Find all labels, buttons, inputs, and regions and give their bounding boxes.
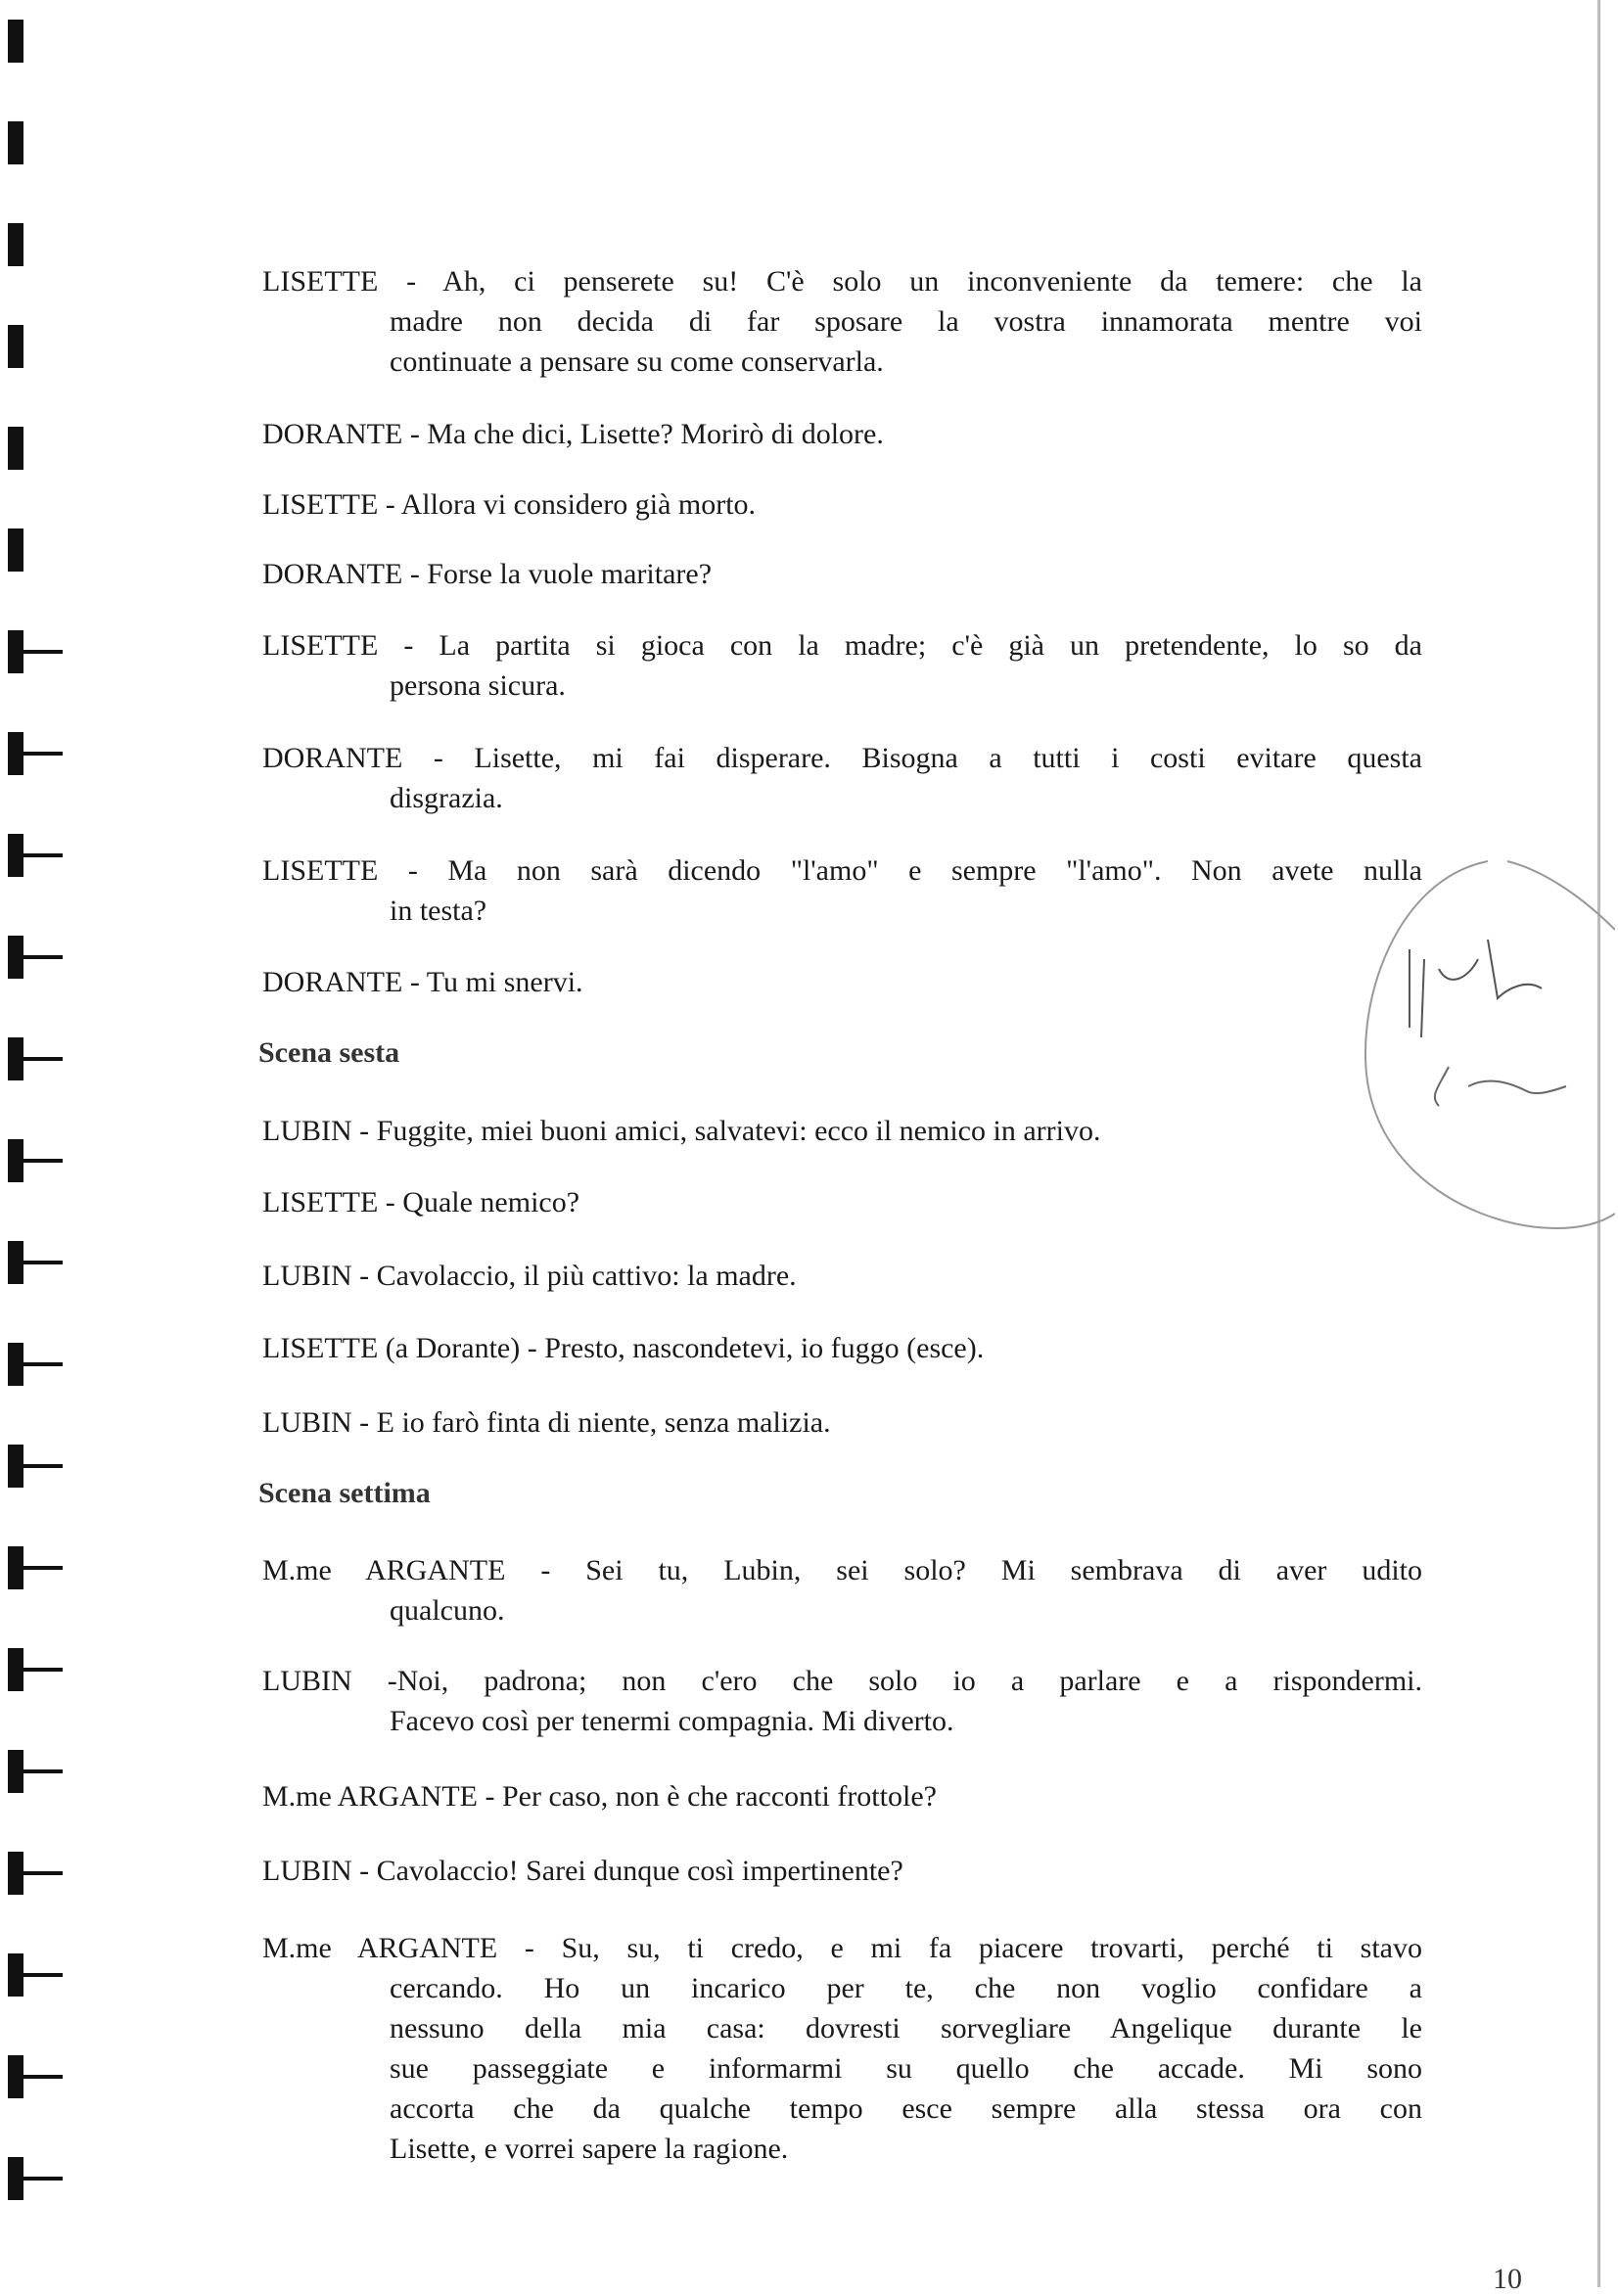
binding-hole xyxy=(8,834,23,877)
scene-heading: Scena settima xyxy=(258,1477,431,1509)
binding-hole xyxy=(8,427,23,470)
dialogue-paragraph xyxy=(262,484,1422,525)
binding-hole xyxy=(8,1648,23,1691)
text-line: LUBIN - Cavolaccio! Sarei dunque così impertinente? xyxy=(262,1855,903,1887)
text-line: LISETTE (a Dorante) - Presto, nascondetevi, io fuggo (esce). xyxy=(262,1332,985,1364)
binding-hole xyxy=(8,1241,23,1284)
text-line: LUBIN -Noi, padrona; non c'ero che solo io a parlare e a rispondermi. xyxy=(262,1665,1422,1697)
text-line: LUBIN - Fuggite, miei buoni amici, salvatevi: ecco il nemico in arrivo. xyxy=(262,1115,1101,1147)
text-line: M.me ARGANTE - Per caso, non è che racconti frottole? xyxy=(262,1780,937,1813)
binding-hole xyxy=(8,1953,23,1997)
text-line: M.me ARGANTE - Su, su, ti credo, e mi fa piacere trovarti, perché ti stavo xyxy=(262,1932,1422,1964)
dialogue-paragraph xyxy=(262,1402,1422,1443)
dialogue-paragraph xyxy=(262,1182,1422,1222)
text-line: Lisette, e vorrei sapere la ragione. xyxy=(390,2133,789,2165)
binding-hole xyxy=(8,121,23,164)
handwritten-annotation xyxy=(1331,842,1615,1272)
binding-hole xyxy=(8,936,23,979)
binding-hole xyxy=(8,630,23,673)
binding-hole xyxy=(8,325,23,368)
binding-hole xyxy=(8,2157,23,2200)
binding-hole xyxy=(8,2055,23,2098)
text-line: in testa? xyxy=(390,895,487,927)
text-line: DORANTE - Forse la vuole maritare? xyxy=(262,558,713,590)
text-line: persona sicura. xyxy=(390,669,566,702)
text-line: cercando. Ho un incarico per te, che non voglio confidare a xyxy=(390,1972,1422,2004)
dialogue-paragraph xyxy=(262,1851,1422,1891)
text-line: qualcuno. xyxy=(390,1594,505,1627)
dialogue-paragraph xyxy=(262,1776,1422,1816)
text-line: LUBIN - E io farò finta di niente, senza malizia. xyxy=(262,1406,831,1439)
scene-heading: Scena sesta xyxy=(258,1036,400,1069)
binding-hole xyxy=(8,20,23,63)
binding-hole xyxy=(8,1037,23,1080)
binding-hole xyxy=(8,1139,23,1182)
text-line: LISETTE - Ah, ci penserete su! C'è solo un inconveniente da temere: che la xyxy=(262,265,1422,298)
dialogue-paragraph xyxy=(262,850,1422,931)
binding-hole xyxy=(8,1343,23,1386)
dialogue-paragraph xyxy=(262,1661,1422,1741)
binding-hole xyxy=(8,1750,23,1793)
dialogue-paragraph xyxy=(262,261,1422,382)
text-line: nessuno della mia casa: dovresti sorvegliare Angelique durante le xyxy=(390,2012,1422,2044)
text-line: accorta che da qualche tempo esce sempre alla stessa ora con xyxy=(390,2092,1422,2125)
dialogue-paragraph xyxy=(262,414,1422,454)
text-line: continuate a pensare su come conservarla. xyxy=(390,345,884,378)
dialogue-paragraph xyxy=(262,1111,1422,1151)
dialogue-paragraph xyxy=(262,625,1422,706)
binding-holes xyxy=(0,0,69,2287)
dialogue-paragraph xyxy=(262,1328,1422,1368)
dialogue-paragraph xyxy=(262,1256,1422,1296)
text-line: Facevo così per tenermi compagnia. Mi diverto. xyxy=(390,1705,954,1737)
text-line: DORANTE - Ma che dici, Lisette? Morirò di dolore. xyxy=(262,418,884,450)
binding-hole xyxy=(8,223,23,266)
text-line: sue passeggiate e informarmi su quello che accade. Mi sono xyxy=(390,2052,1422,2085)
text-line: madre non decida di far sposare la vostra innamorata mentre voi xyxy=(390,305,1422,338)
text-line: LUBIN - Cavolaccio, il più cattivo: la madre. xyxy=(262,1260,797,1292)
text-line: LISETTE - La partita si gioca con la madre; c'è già un pretendente, lo so da xyxy=(262,629,1422,662)
text-line: LISETTE - Ma non sarà dicendo "l'amo" e sempre "l'amo". Non avete nulla xyxy=(262,854,1422,887)
dialogue-paragraph xyxy=(262,962,1422,1002)
binding-hole xyxy=(8,732,23,775)
text-line: DORANTE - Tu mi snervi. xyxy=(262,966,583,998)
binding-hole xyxy=(8,1546,23,1589)
text-line: M.me ARGANTE - Sei tu, Lubin, sei solo? Mi sembrava di aver udito xyxy=(262,1554,1422,1586)
binding-hole xyxy=(8,1852,23,1895)
dialogue-paragraph xyxy=(262,1928,1422,2169)
text-line: DORANTE - Lisette, mi fai disperare. Bisogna a tutti i costi evitare questa xyxy=(262,742,1422,774)
text-line: LISETTE - Allora vi considero già morto. xyxy=(262,488,757,521)
binding-hole xyxy=(8,1445,23,1488)
text-line: LISETTE - Quale nemico? xyxy=(262,1186,580,1218)
dialogue-paragraph xyxy=(262,1550,1422,1630)
dialogue-paragraph xyxy=(262,738,1422,818)
binding-hole xyxy=(8,528,23,572)
page-number: 10 xyxy=(1493,2263,1522,2295)
dialogue-paragraph xyxy=(262,554,1422,594)
text-line: disgrazia. xyxy=(390,782,503,814)
